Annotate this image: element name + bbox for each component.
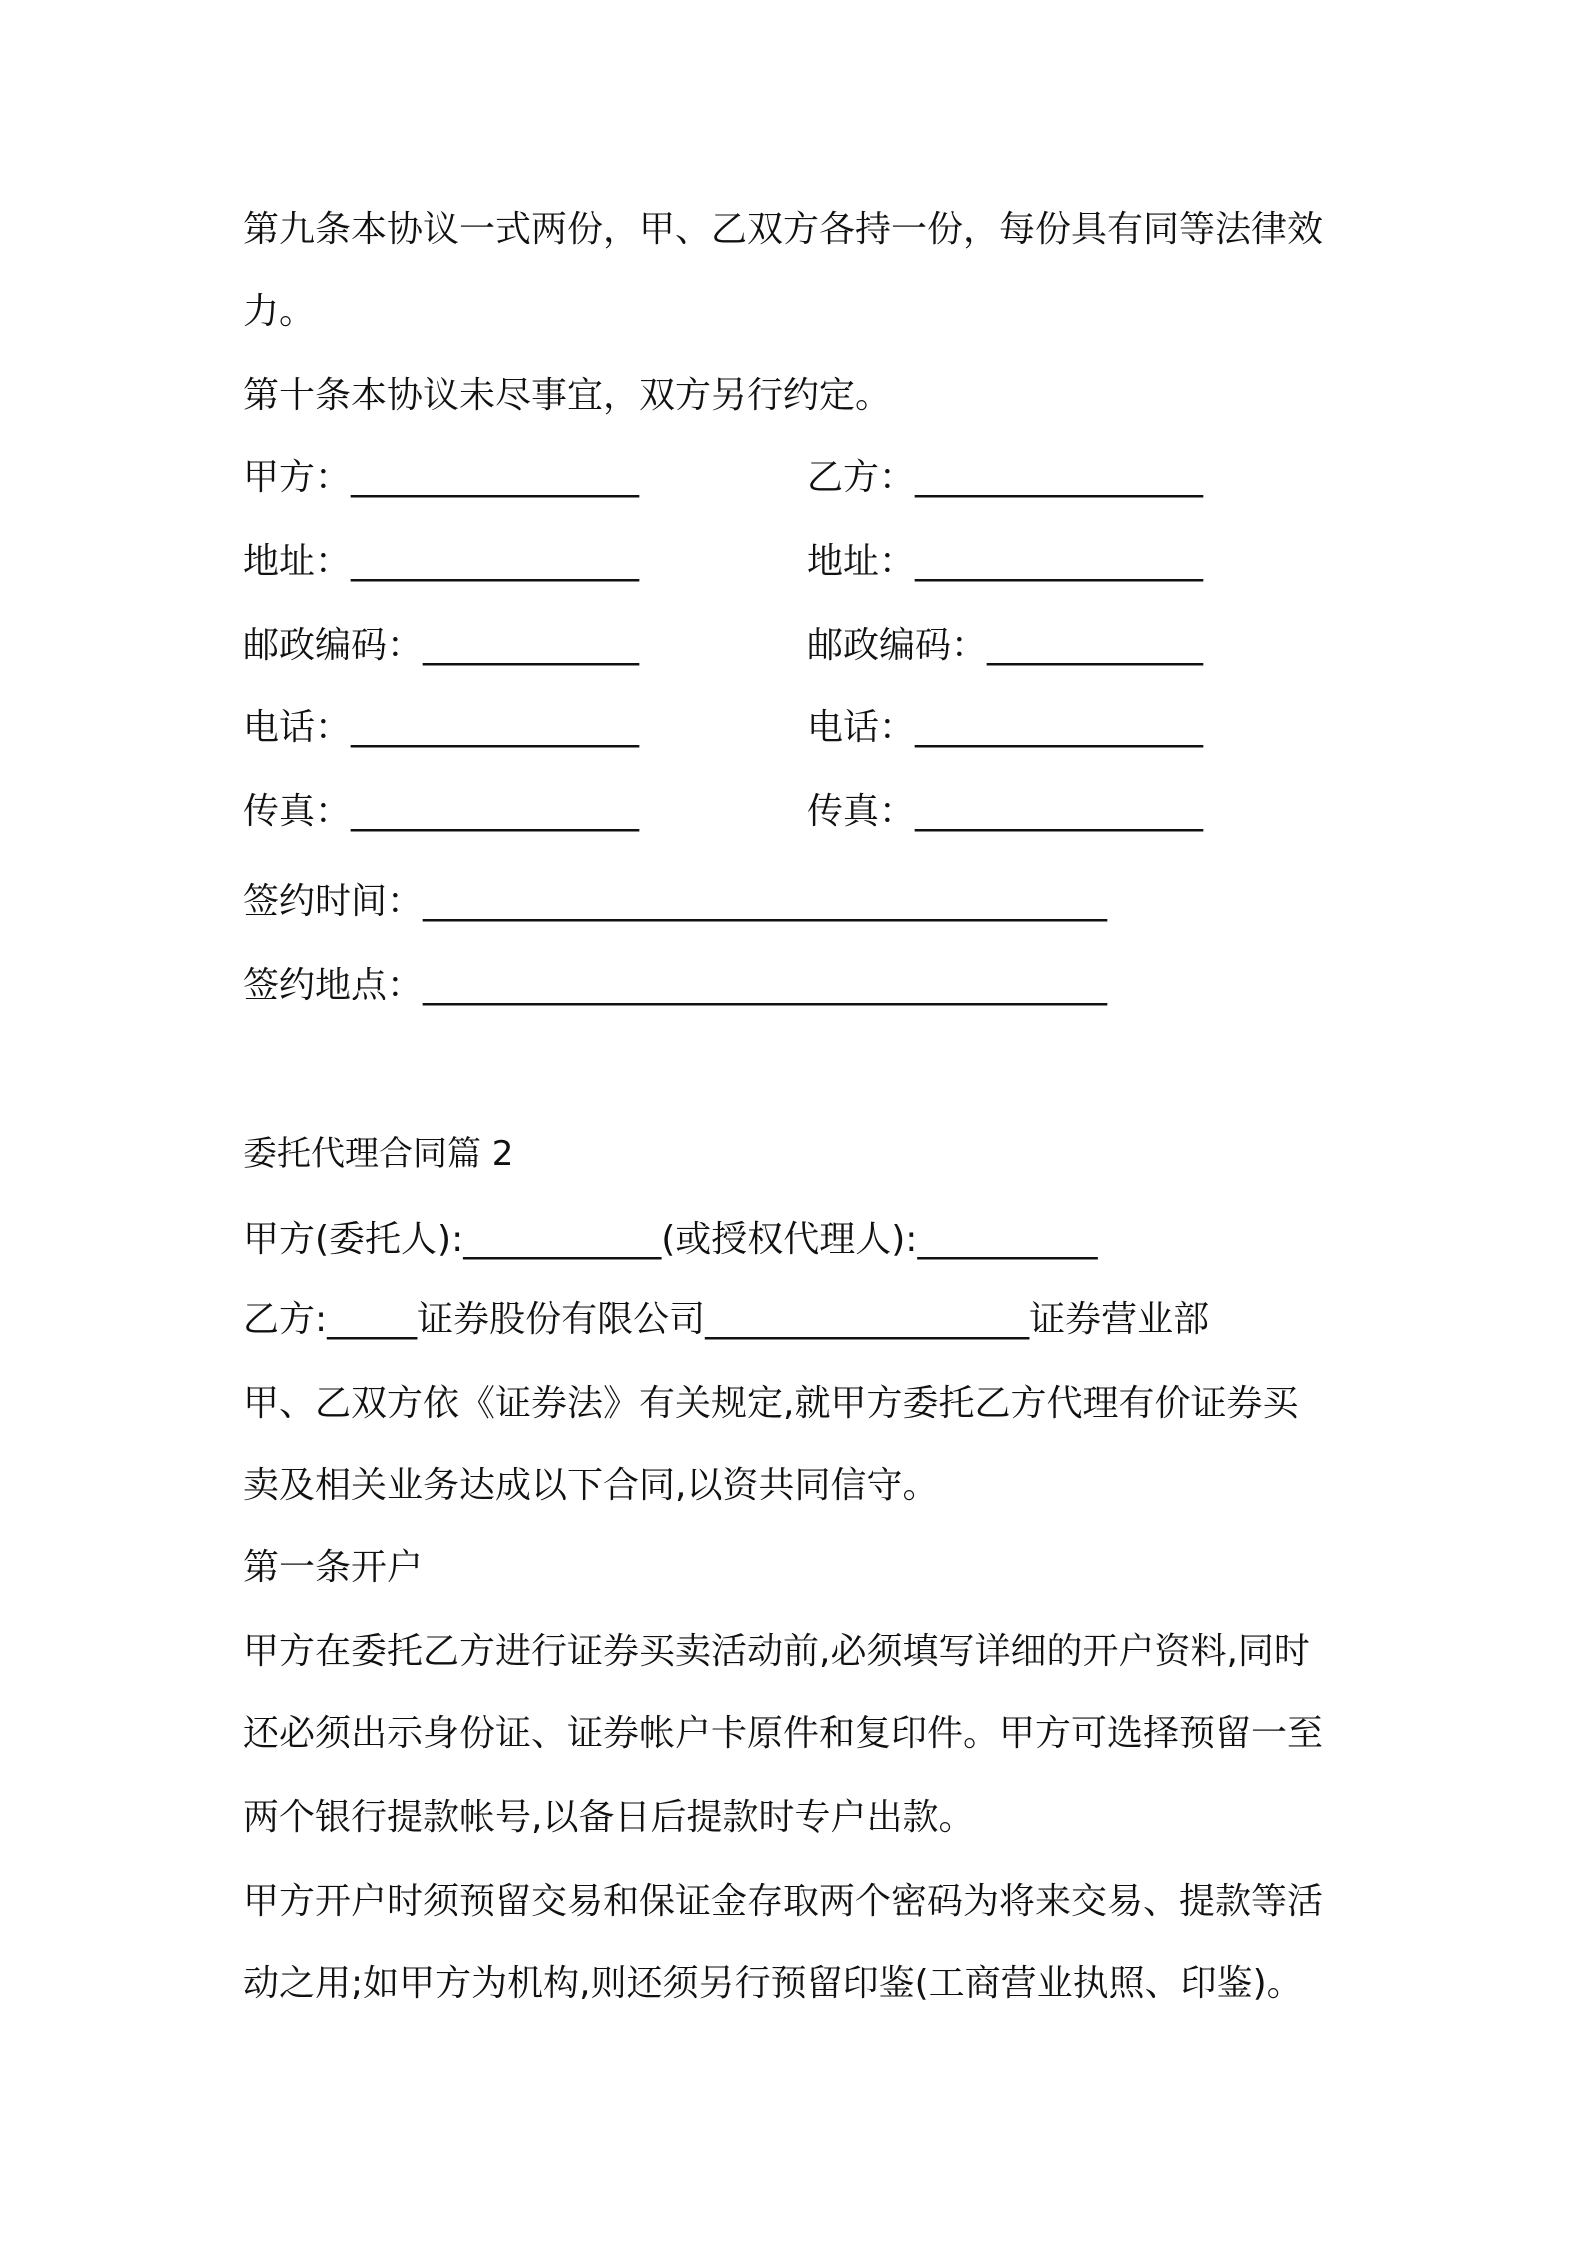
signing-place-field: 签约地点：______________________________________	[243, 965, 1108, 1006]
article-9-line-1: 第九条本协议一式两份，甲、乙双方各持一份，每份具有同等法律效	[243, 209, 1324, 250]
fax-b-field: 传真：________________	[807, 791, 1204, 832]
article-1-p1-line-2: 还必须出示身份证、证券帐户卡原件和复印件。甲方可选择预留一至	[243, 1713, 1324, 1754]
article-1-title: 第一条开户	[243, 1547, 424, 1588]
contract-intro-line-2: 卖及相关业务达成以下合同,以资共同信守。	[243, 1465, 939, 1506]
section-title: 委托代理合同篇 2	[243, 1134, 514, 1174]
article-10: 第十条本协议未尽事宜，双方另行约定。	[243, 375, 892, 416]
article-1-p1-line-3: 两个银行提款帐号,以备日后提款时专户出款。	[243, 1797, 975, 1838]
signing-time-field: 签约时间：______________________________________	[243, 881, 1108, 922]
postcode-b-field: 邮政编码：____________	[807, 625, 1204, 666]
contract-party-b: 乙方:_____证券股份有限公司__________________证券营业部	[243, 1299, 1210, 1340]
article-1-p2-line-2: 动之用;如甲方为机构,则还须另行预留印鉴(工商营业执照、印鉴)。	[243, 1963, 1303, 2004]
phone-a-field: 电话：________________	[243, 707, 640, 748]
fax-a-field: 传真：________________	[243, 791, 640, 832]
address-a-field: 地址：________________	[243, 541, 640, 582]
article-9-line-2: 力。	[243, 291, 316, 332]
contract-intro-line-1: 甲、乙双方依《证券法》有关规定,就甲方委托乙方代理有价证券买	[243, 1383, 1299, 1424]
address-b-field: 地址：________________	[807, 541, 1204, 582]
postcode-a-field: 邮政编码：____________	[243, 625, 640, 666]
contract-party-a: 甲方(委托人):___________(或授权代理人):__________	[243, 1219, 1098, 1260]
party-a-field: 甲方：________________	[243, 457, 640, 498]
phone-b-field: 电话：________________	[807, 707, 1204, 748]
article-1-p2-line-1: 甲方开户时须预留交易和保证金存取两个密码为将来交易、提款等活	[243, 1881, 1324, 1922]
party-b-field: 乙方：________________	[807, 457, 1204, 498]
article-1-p1-line-1: 甲方在委托乙方进行证券买卖活动前,必须填写详细的开户资料,同时	[243, 1631, 1310, 1672]
